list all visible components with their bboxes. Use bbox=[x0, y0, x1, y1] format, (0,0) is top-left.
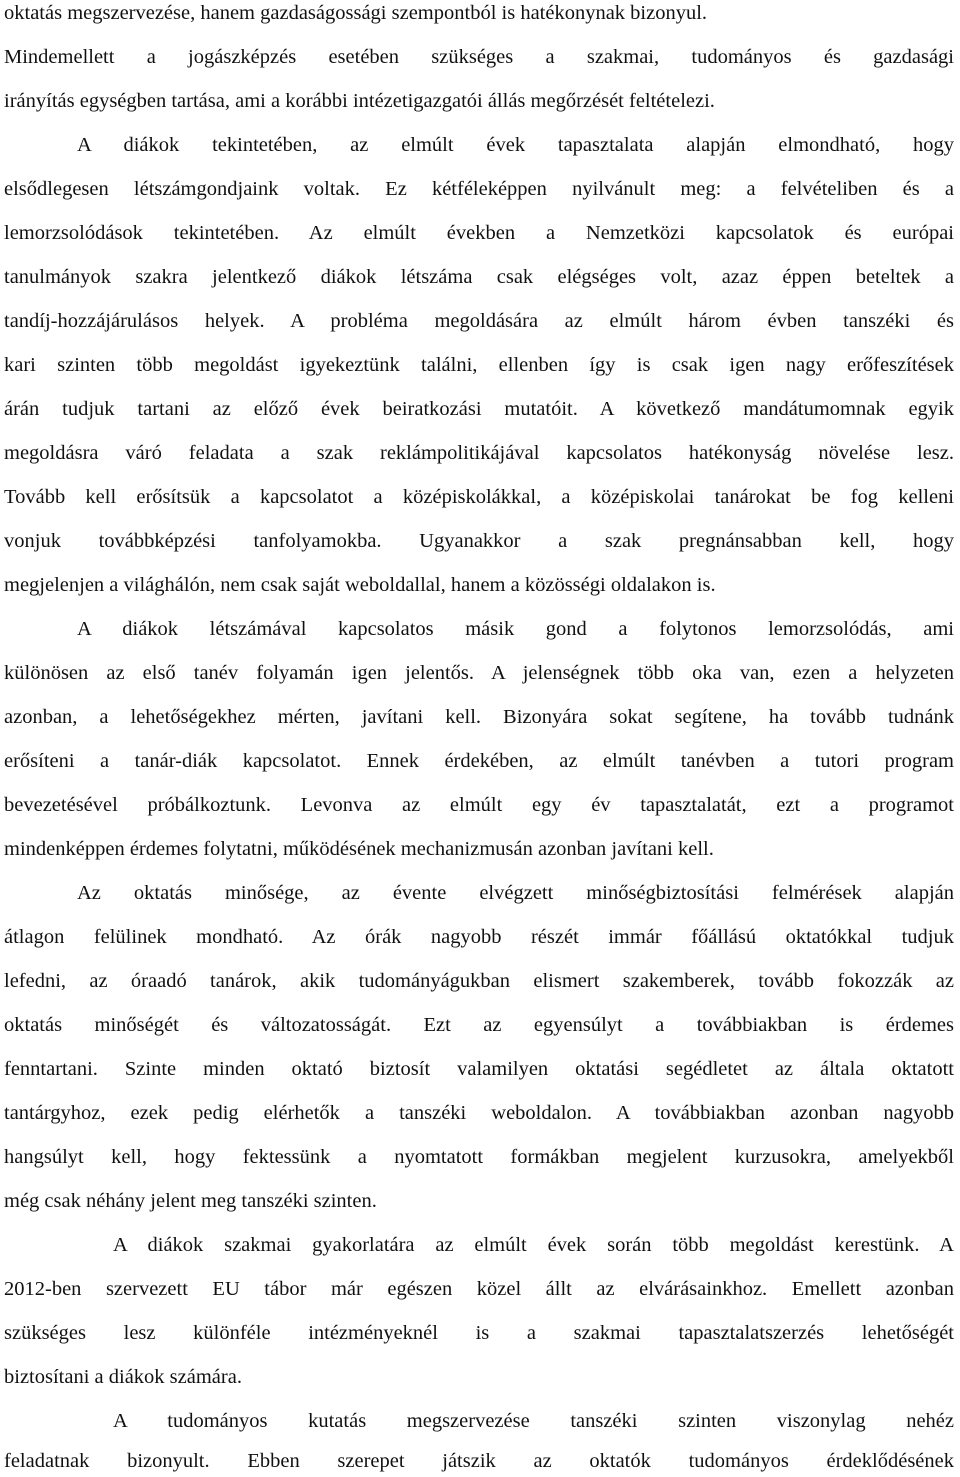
paragraph-start-line: A diákok tekintetében, az elmúlt évek tapasztalata alapján elmondható, hogy bbox=[77, 134, 954, 156]
text-line: fenntartani. Szinte minden oktató biztosít valamilyen oktatási segédletet az általa oktatott bbox=[4, 1058, 954, 1080]
text-line: árán tudjuk tartani az előző évek beiratkozási mutatóit. A következő mandátumomnak egyik bbox=[4, 398, 954, 420]
text-line: bevezetésével próbálkoztunk. Levonva az elmúlt egy év tapasztalatát, ezt a programot bbox=[4, 794, 954, 816]
text-line: átlagon felülinek mondható. Az órák nagyobb részét immár főállású oktatókkal tudjuk bbox=[4, 926, 954, 948]
text-line: elsődlegesen létszámgondjaink voltak. Ez kétféleképpen nyilvánult meg: a felvételiben és a bbox=[4, 178, 954, 200]
text-line: még csak néhány jelent meg tanszéki szinten. bbox=[4, 1190, 377, 1212]
text-line: kari szinten több megoldást igyekeztünk találni, ellenben így is csak igen nagy erőfeszítések bbox=[4, 354, 954, 376]
paragraph-start-line: A tudományos kutatás megszervezése tanszéki szinten viszonylag nehéz bbox=[113, 1410, 954, 1432]
text-line: irányítás egységben tartása, ami a korábbi intézetigazgatói állás megőrzését feltételezi. bbox=[4, 90, 715, 112]
text-line: 2012-ben szervezett EU tábor már egészen közel állt az elvárásainkhoz. Emellett azonban bbox=[4, 1278, 954, 1300]
text-line: lefedni, az óraadó tanárok, akik tudományágukban elismert szakemberek, tovább fokozzák az bbox=[4, 970, 954, 992]
text-line: különösen az első tanév folyamán igen jelentős. A jelenségnek több oka van, ezen a helyzeten bbox=[4, 662, 954, 684]
text-line: Mindemellett a jogászképzés esetében szükséges a szakmai, tudományos és gazdasági bbox=[4, 46, 954, 68]
text-line: oktatás megszervezése, hanem gazdaságossági szempontból is hatékonynak bizonyul. bbox=[4, 2, 708, 24]
text-line: erősíteni a tanár-diák kapcsolatot. Ennek érdekében, az elmúlt tanévben a tutori program bbox=[4, 750, 954, 772]
text-line: biztosítani a diákok számára. bbox=[4, 1366, 242, 1388]
text-line: lemorzsolódások tekintetében. Az elmúlt években a Nemzetközi kapcsolatok és európai bbox=[4, 222, 954, 244]
text-line: oktatás minőségét és változatosságát. Ezt az egyensúlyt a továbbiakban is érdemes bbox=[4, 1014, 954, 1036]
text-line: tandíj-hozzájárulásos helyek. A probléma megoldására az elmúlt három évben tanszéki és bbox=[4, 310, 954, 332]
text-line: Tovább kell erősítsük a kapcsolatot a középiskolákkal, a középiskolai tanárokat be fog kelleni bbox=[4, 486, 954, 508]
paragraph-start-line: Az oktatás minősége, az évente elvégzett minőségbiztosítási felmérések alapján bbox=[77, 882, 954, 904]
text-line: vonjuk továbbképzési tanfolyamokba. Ugyanakkor a szak pregnánsabban kell, hogy bbox=[4, 530, 954, 552]
text-line: azonban, a lehetőségekhez mérten, javítani kell. Bizonyára sokat segítene, ha tovább tudnánk bbox=[4, 706, 954, 728]
paragraph-start-line: A diákok létszámával kapcsolatos másik gond a folytonos lemorzsolódás, ami bbox=[77, 618, 954, 640]
text-line: feladatnak bizonyult. Ebben szerepet játszik az oktatók tudományos érdeklődésének bbox=[4, 1450, 954, 1472]
text-line: szükséges lesz különféle intézményeknél is a szakmai tapasztalatszerzés lehetőségét bbox=[4, 1322, 954, 1344]
text-line: hangsúlyt kell, hogy fektessünk a nyomtatott formákban megjelent kurzusokra, amelyekből bbox=[4, 1146, 954, 1168]
text-line: tantárgyhoz, ezek pedig elérhetők a tanszéki weboldalon. A továbbiakban azonban nagyobb bbox=[4, 1102, 954, 1124]
paragraph-start-line: A diákok szakmai gyakorlatára az elmúlt évek során több megoldást kerestünk. A bbox=[113, 1234, 954, 1256]
text-line: megoldásra váró feladata a szak reklámpolitikájával kapcsolatos hatékonyság növelése lesz. bbox=[4, 442, 954, 464]
text-line: mindenképpen érdemes folytatni, működésének mechanizmusán azonban javítani kell. bbox=[4, 838, 714, 860]
text-line: megjelenjen a világhálón, nem csak saját weboldallal, hanem a közösségi oldalakon is. bbox=[4, 574, 716, 596]
text-line: tanulmányok szakra jelentkező diákok létszáma csak elégséges volt, azaz éppen beteltek a bbox=[4, 266, 954, 288]
